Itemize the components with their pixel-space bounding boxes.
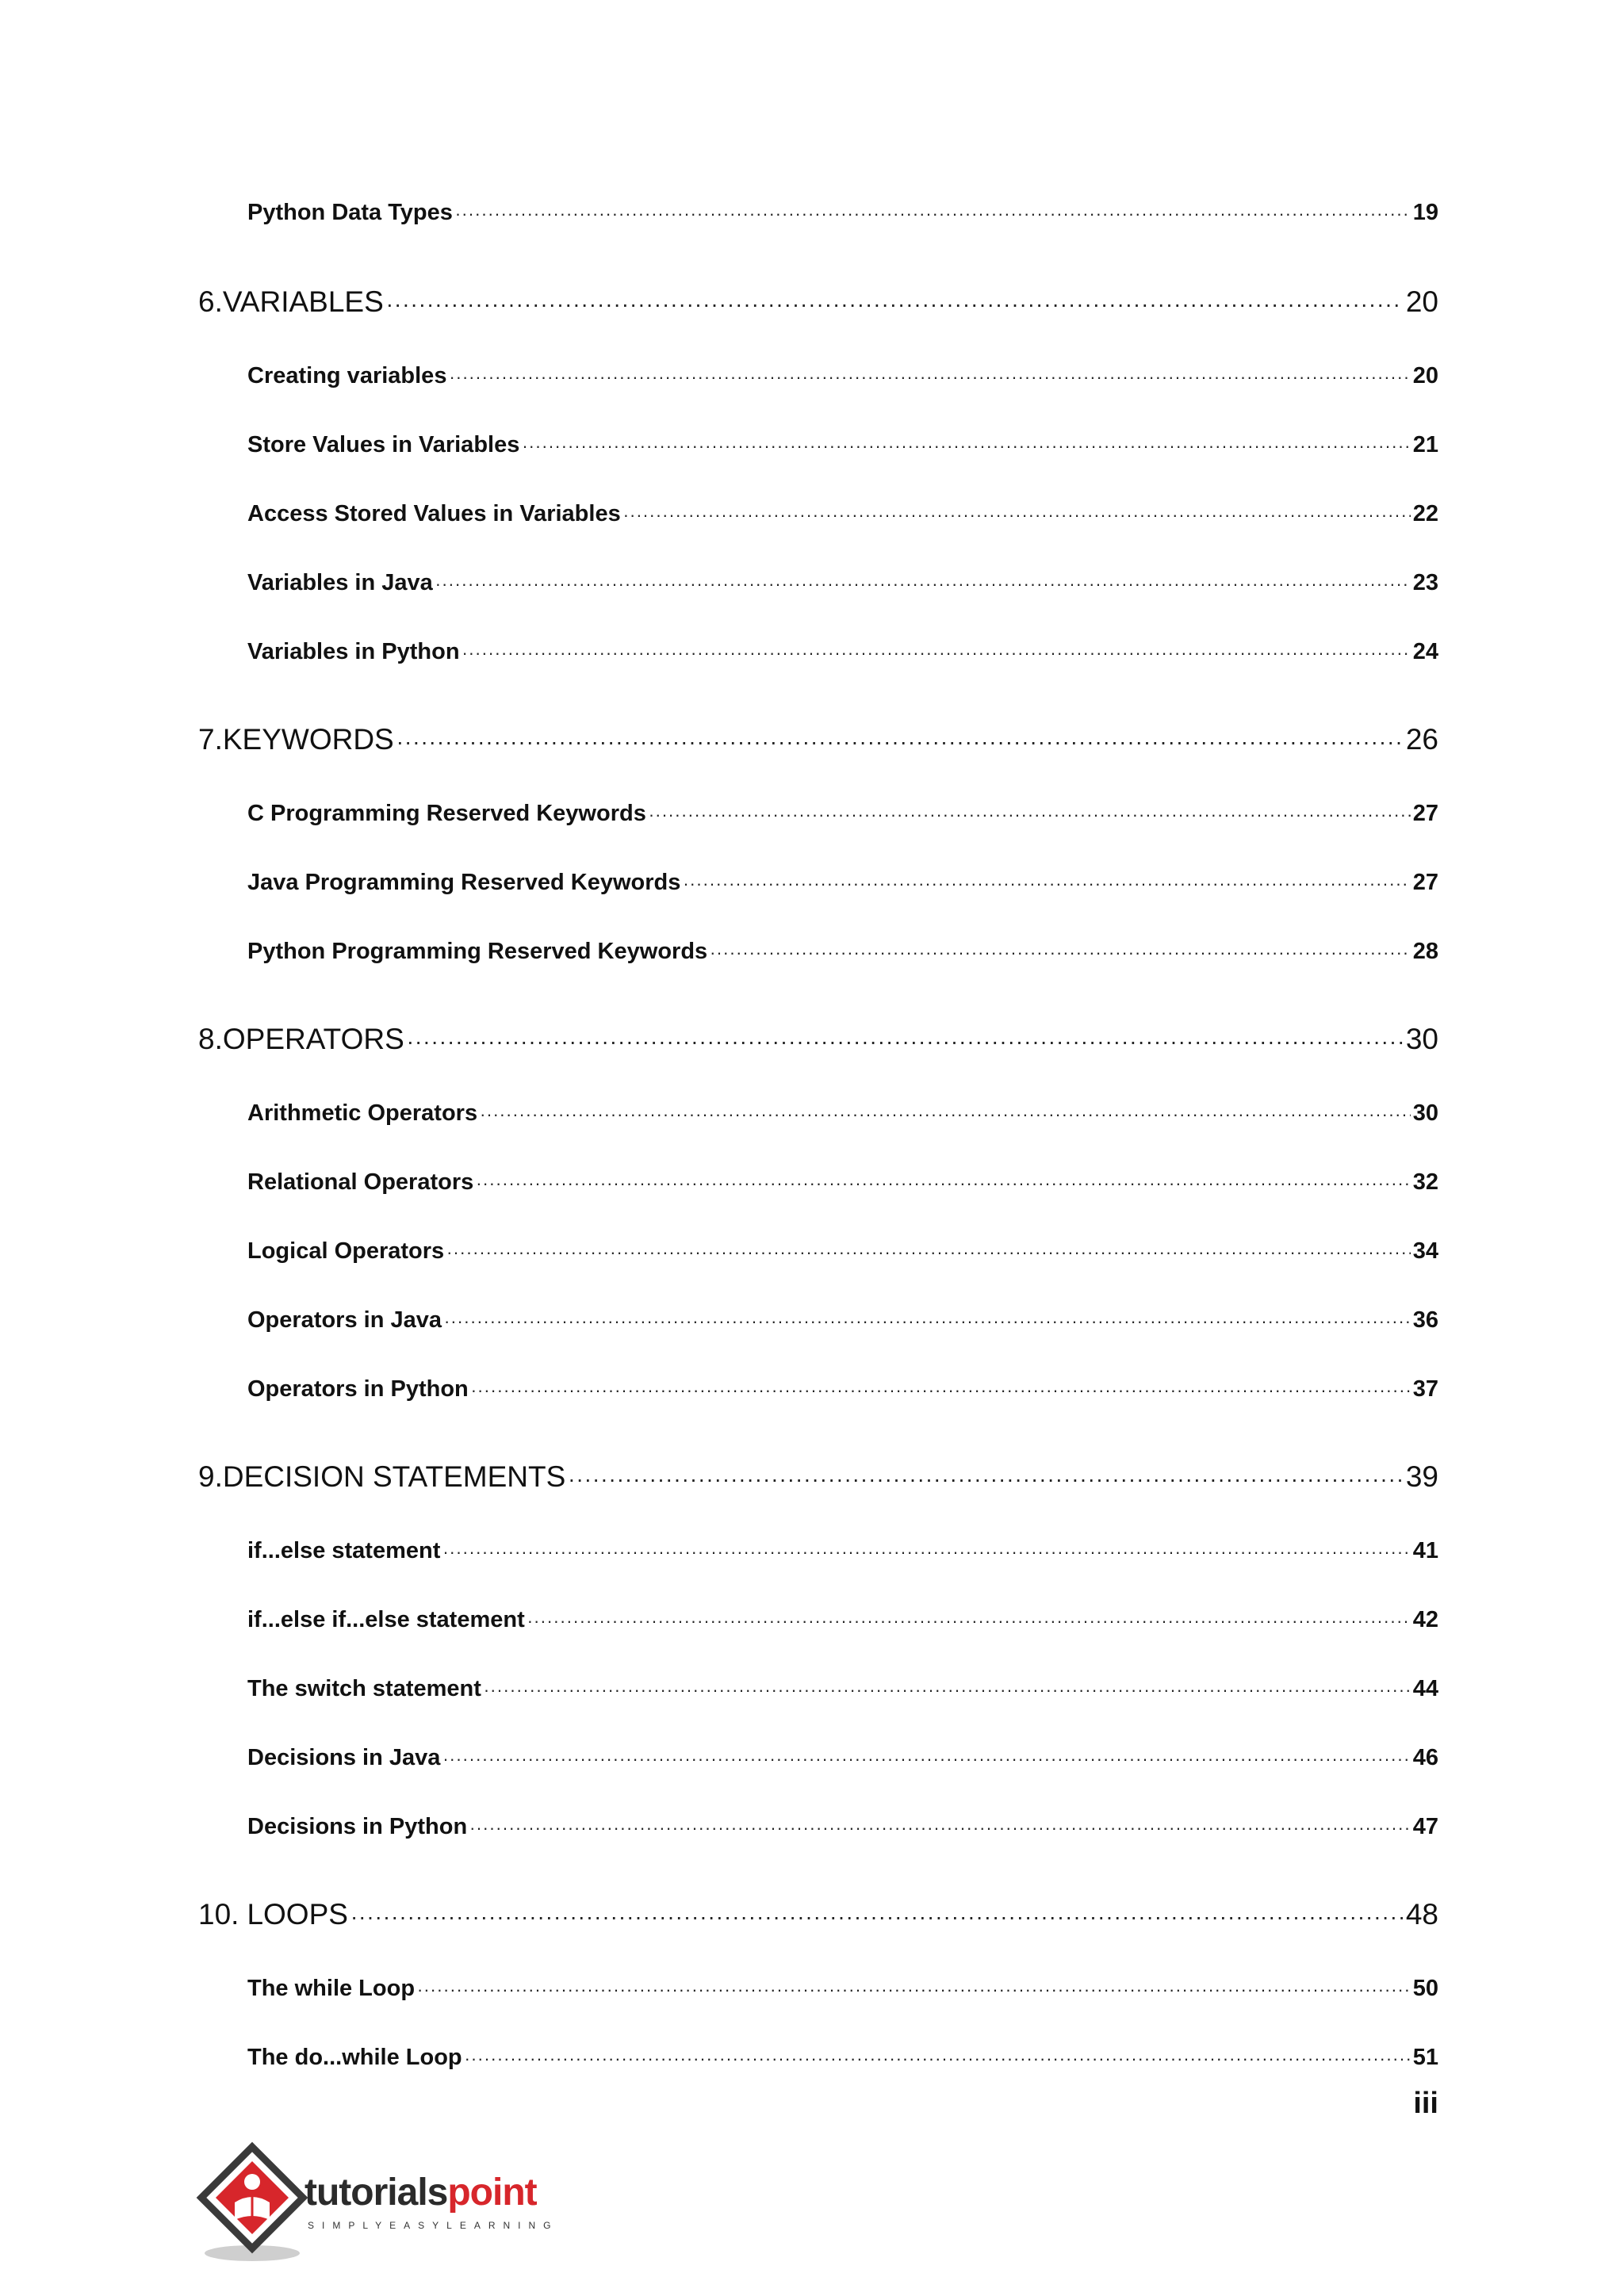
toc-chapter-operators[interactable] — [198, 1023, 1438, 1056]
chapter-number: 9. — [198, 1460, 223, 1493]
tutorialspoint-logo — [195, 2141, 607, 2283]
toc-chapter-variables[interactable] — [198, 285, 1438, 319]
toc-entry-label: Store Values in Variables — [247, 432, 520, 457]
toc-entry-label: Operators in Python — [247, 1376, 469, 1402]
toc-entry-page: 21 — [1412, 432, 1438, 457]
dot-leader — [396, 729, 1404, 755]
dot-leader — [522, 436, 1410, 457]
toc-entry[interactable] — [247, 639, 1438, 665]
toc-entry-page: 28 — [1412, 939, 1438, 964]
dot-leader — [386, 292, 1404, 317]
toc-entry-label: Arithmetic Operators — [247, 1100, 478, 1126]
toc-entry-label: The do...while Loop — [247, 2045, 462, 2070]
dot-leader — [465, 2049, 1411, 2069]
dot-leader — [683, 874, 1410, 894]
dot-leader — [444, 1311, 1411, 1332]
toc-entry-page: 19 — [1412, 200, 1438, 225]
toc-entry-page: 22 — [1412, 501, 1438, 526]
toc-entry[interactable] — [247, 1976, 1438, 2002]
toc-entry-label: Decisions in Java — [247, 1745, 441, 1770]
dot-leader — [350, 1904, 1404, 1930]
dot-leader — [442, 1749, 1410, 1770]
toc-entry-page: 36 — [1412, 1307, 1438, 1333]
dot-leader — [417, 1980, 1411, 2000]
toc-entry-label: if...else statement — [247, 1538, 441, 1563]
toc-entry-page: 27 — [1412, 870, 1438, 895]
toc-entry-page: 50 — [1412, 1976, 1438, 2001]
dot-leader — [435, 574, 1411, 595]
toc-entry-page: 41 — [1412, 1538, 1438, 1563]
toc-entry-page: 27 — [1412, 801, 1438, 826]
chapter-title: OPERATORS — [222, 1023, 404, 1055]
logo-wordmark-part2: point — [447, 2172, 537, 2214]
chapter-page: 39 — [1405, 1460, 1438, 1493]
toc-entry[interactable] — [247, 200, 1438, 226]
toc-entry-label: Operators in Java — [247, 1307, 442, 1333]
toc-entry[interactable] — [247, 1376, 1438, 1402]
toc-entry[interactable] — [247, 1745, 1438, 1771]
toc-entry[interactable] — [247, 801, 1438, 827]
toc-entry[interactable] — [247, 1607, 1438, 1633]
toc-entry[interactable] — [247, 2045, 1438, 2071]
dot-leader — [449, 367, 1410, 388]
toc-entry-page: 51 — [1412, 2045, 1438, 2070]
dot-leader — [710, 943, 1411, 963]
dot-leader — [623, 505, 1411, 526]
chapter-page: 20 — [1405, 285, 1438, 318]
toc-entry-page: 32 — [1412, 1169, 1438, 1195]
logo-wordmark — [304, 2171, 537, 2214]
toc-entry-label: C Programming Reserved Keywords — [247, 801, 646, 826]
toc-entry[interactable] — [247, 501, 1438, 527]
chapter-page: 30 — [1405, 1023, 1438, 1055]
toc-entry-label: The switch statement — [247, 1676, 481, 1701]
chapter-page: 48 — [1405, 1898, 1438, 1931]
toc-chapter-keywords[interactable] — [198, 723, 1438, 756]
toc-entry[interactable] — [247, 1100, 1438, 1127]
chapter-number: 10. — [198, 1898, 239, 1931]
tutorialspoint-diamond-logo-icon — [195, 2141, 314, 2267]
dot-leader — [476, 1173, 1410, 1194]
toc-entry-page: 24 — [1412, 639, 1438, 664]
toc-entry[interactable] — [247, 432, 1438, 458]
toc-entry-label: Decisions in Python — [247, 1814, 468, 1839]
chapter-number: 8. — [198, 1023, 223, 1055]
dot-leader — [480, 1104, 1411, 1125]
toc-entry[interactable] — [247, 870, 1438, 896]
toc-entry-page: 47 — [1412, 1814, 1438, 1839]
toc-entry-page: 34 — [1412, 1238, 1438, 1264]
toc-entry[interactable] — [247, 1307, 1438, 1334]
logo-tagline: SIMPLYEASYLEARNING — [308, 2220, 559, 2231]
toc-entry-label: Logical Operators — [247, 1238, 445, 1264]
toc-entry-label: Access Stored Values in Variables — [247, 501, 621, 526]
toc-entry[interactable] — [247, 1238, 1438, 1265]
dot-leader — [442, 1542, 1410, 1563]
toc-entry-page: 37 — [1412, 1376, 1438, 1402]
chapter-number: 7. — [198, 723, 223, 756]
dot-leader — [471, 1380, 1411, 1401]
toc-entry[interactable] — [247, 1169, 1438, 1196]
dot-leader — [407, 1029, 1404, 1054]
dot-leader — [527, 1611, 1411, 1632]
toc-entry-page: 23 — [1412, 570, 1438, 595]
dot-leader — [469, 1818, 1411, 1839]
toc-entry-page: 44 — [1412, 1676, 1438, 1701]
chapter-number: 6. — [198, 285, 223, 318]
dot-leader — [568, 1467, 1404, 1492]
toc-entry-label: Variables in Java — [247, 570, 433, 595]
chapter-title: KEYWORDS — [222, 723, 394, 756]
toc-entry-label: The while Loop — [247, 1976, 416, 2001]
toc-entry[interactable] — [247, 939, 1438, 965]
toc-entry-label: Python Data Types — [247, 200, 453, 225]
toc-entry[interactable] — [247, 570, 1438, 596]
chapter-title: DECISION STATEMENTS — [222, 1460, 566, 1493]
chapter-page: 26 — [1405, 723, 1438, 756]
toc-entry[interactable] — [247, 363, 1438, 389]
toc-entry-page: 30 — [1412, 1100, 1438, 1126]
toc-entry-label: Creating variables — [247, 363, 447, 388]
toc-entry-label: Java Programming Reserved Keywords — [247, 870, 681, 895]
dot-leader — [446, 1242, 1411, 1263]
toc-entry[interactable] — [247, 1538, 1438, 1564]
dot-leader — [462, 643, 1411, 664]
toc-entry[interactable] — [247, 1814, 1438, 1840]
toc-chapter-decision-statements[interactable] — [198, 1460, 1438, 1494]
toc-entry-label: Relational Operators — [247, 1169, 474, 1195]
toc-entry-label: if...else if...else statement — [247, 1607, 525, 1632]
toc-entry-page: 42 — [1412, 1607, 1438, 1632]
toc-entry-page: 20 — [1412, 363, 1438, 388]
logo-wordmark-part1: tutorials — [304, 2172, 448, 2214]
page-number: iii — [1413, 2087, 1438, 2120]
toc-entry[interactable] — [247, 1676, 1438, 1702]
toc-entry-label: Python Programming Reserved Keywords — [247, 939, 708, 964]
dot-leader — [649, 805, 1411, 825]
toc-entry-label: Variables in Python — [247, 639, 460, 664]
dot-leader — [455, 204, 1411, 224]
toc-chapter-loops[interactable] — [198, 1898, 1438, 1931]
dot-leader — [484, 1680, 1411, 1701]
toc-entry-page: 46 — [1412, 1745, 1438, 1770]
chapter-title: LOOPS — [247, 1898, 348, 1931]
chapter-title: VARIABLES — [222, 285, 384, 318]
